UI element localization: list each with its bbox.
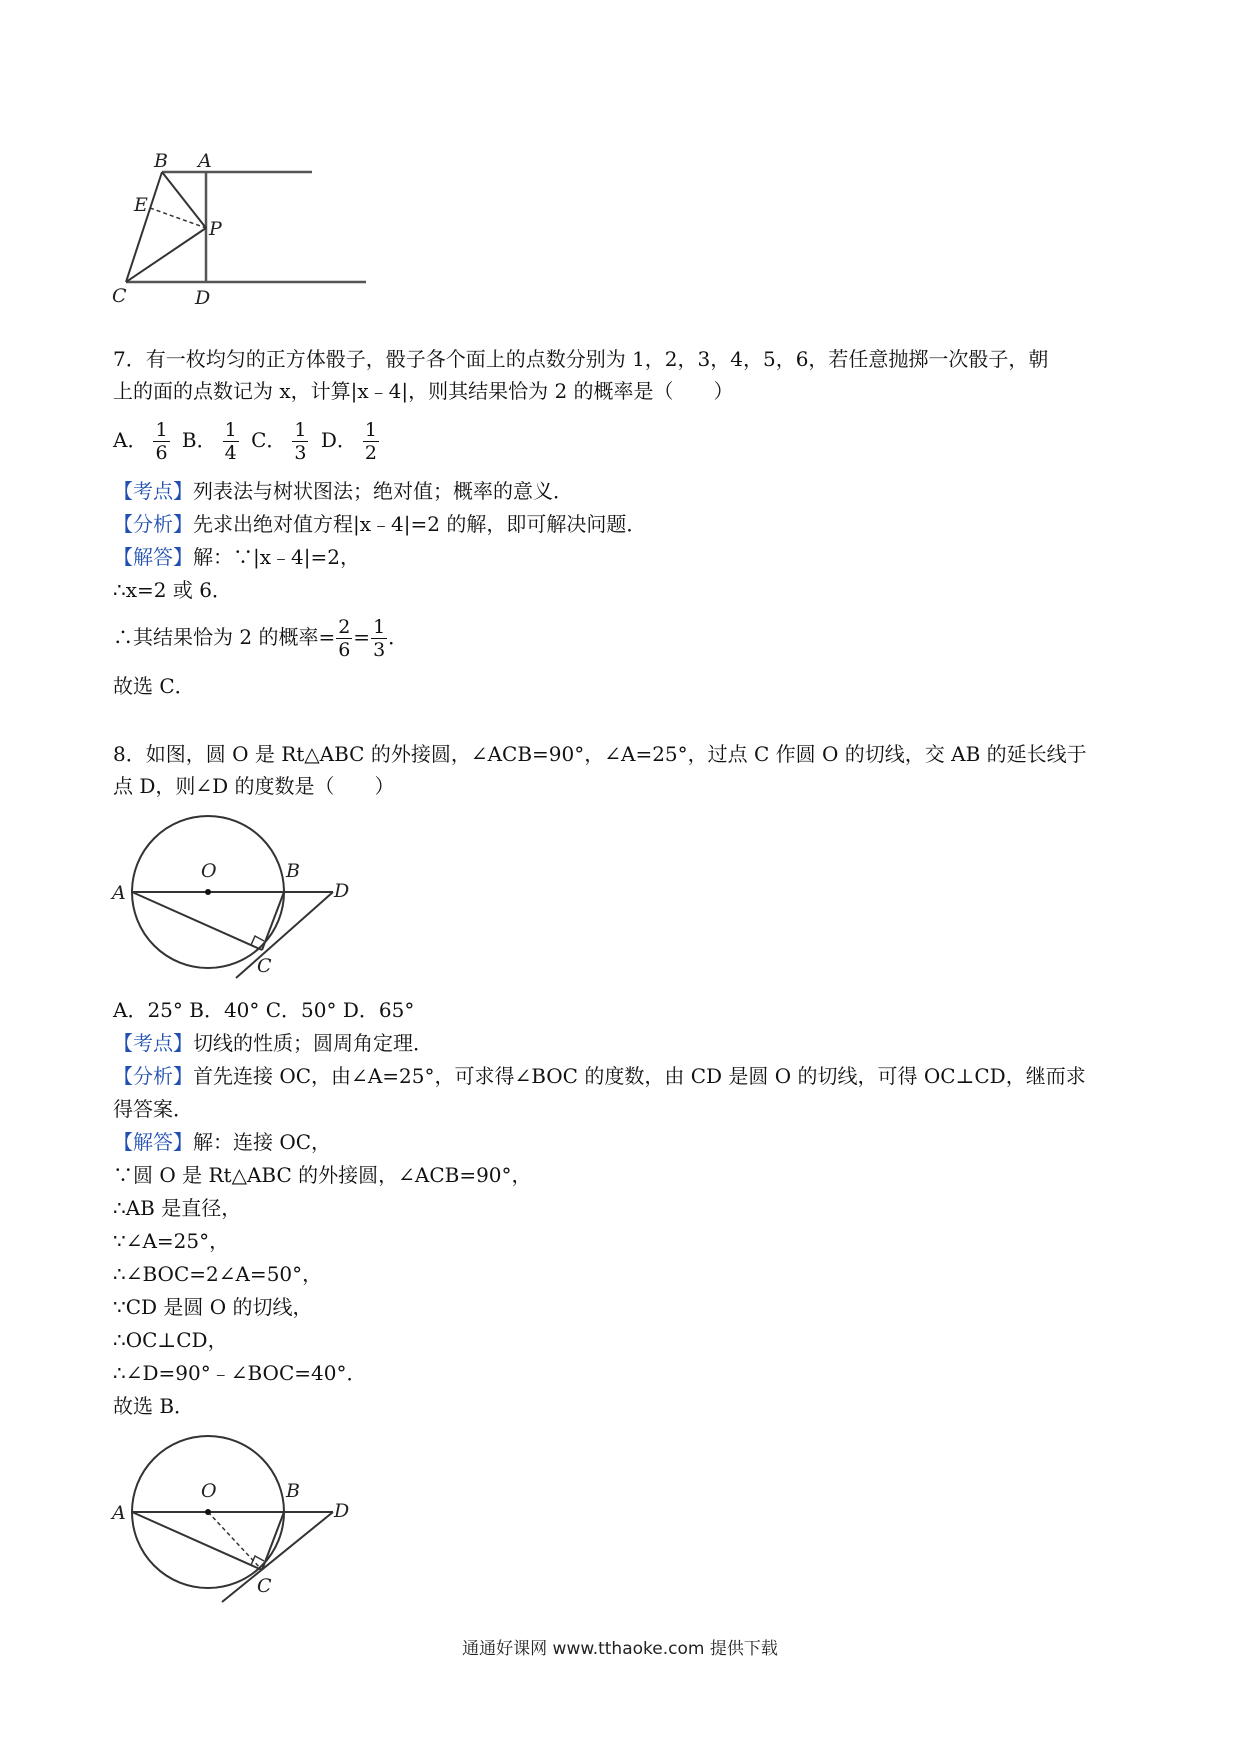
q8-jieda: 【解答】解：连接 OC， xyxy=(113,1130,332,1154)
q8-kaodian: 【考点】切线的性质；圆周角定理． xyxy=(113,1031,433,1055)
q8-step: ∵CD 是圆 O 的切线， xyxy=(113,1295,313,1319)
figure-circle-tangent-1 xyxy=(0,800,1240,1000)
q8-fig1-label-B: B xyxy=(286,860,300,882)
q8-answer: 故选 B． xyxy=(113,1394,195,1418)
q7-jieda-tag: 【解答】 xyxy=(113,545,193,569)
q7-kaodian: 【考点】列表法与树状图法；绝对值；概率的意义． xyxy=(113,479,573,503)
q7-step1: ∴x=2 或 6． xyxy=(113,578,232,602)
label-C: C xyxy=(112,285,127,307)
q7-option-b-letter: B． xyxy=(181,428,217,452)
q8-fenxi-line2: 得答案． xyxy=(113,1097,193,1121)
q7-fenxi: 【分析】先求出绝对值方程|x﹣4|=2 的解，即可解决问题． xyxy=(113,512,647,536)
q8-stem-line2: 点 D，则∠D 的度数是（ ） xyxy=(113,774,395,798)
q8-fig2-label-O: O xyxy=(201,1480,217,1502)
q8-fenxi-tag: 【分析】 xyxy=(113,1064,193,1088)
q8-fig2-label-C: C xyxy=(257,1575,272,1597)
q8-fig2-label-A: A xyxy=(112,1502,126,1524)
q8-options: A．25° B．40° C．50° D．65° xyxy=(113,998,415,1022)
q7-answer: 故选 C． xyxy=(113,674,195,698)
q8-kaodian-tag: 【考点】 xyxy=(113,1031,193,1055)
label-D: D xyxy=(195,287,211,309)
q7-stem-line1: 7．有一枚均匀的正方体骰子，骰子各个面上的点数分别为 1，2，3，4，5，6，若任意抛掷一次骰子，朝 xyxy=(113,347,1049,371)
label-E: E xyxy=(134,194,148,216)
q7-kaodian-tag: 【考点】 xyxy=(113,479,193,503)
label-B: B xyxy=(154,150,168,172)
q8-step: ∴∠D=90°﹣∠BOC=40°． xyxy=(113,1361,367,1385)
q8-step: ∵∠A=25°， xyxy=(113,1229,230,1253)
q8-fig1-label-D: D xyxy=(334,880,350,902)
q7-option-d-fraction: $\frac{1}{2}$ xyxy=(364,419,377,464)
q8-fig2-label-D: D xyxy=(334,1500,350,1522)
q7-stem-line2: 上的面的点数记为 x，计算|x﹣4|，则其结果恰为 2 的概率是（ ） xyxy=(113,379,734,403)
figure-circle-tangent-2 xyxy=(0,1420,1240,1620)
q7-option-c-fraction: $\frac{1}{3}$ xyxy=(294,419,307,464)
q8-fig2-label-B: B xyxy=(286,1480,300,1502)
label-A: A xyxy=(198,150,212,172)
q8-step: ∵圆 O 是 Rt△ABC 的外接圆，∠ACB=90°， xyxy=(113,1163,532,1187)
q7-option-b-fraction: $\frac{1}{4}$ xyxy=(224,419,237,464)
q8-fig1-label-A: A xyxy=(112,882,126,904)
q7-option-c-letter: C． xyxy=(251,428,287,452)
q8-fenxi-line1: 【分析】首先连接 OC，由∠A=25°，可求得∠BOC 的度数，由 CD 是圆 O 的切线，可得 OC⊥CD，继而求 xyxy=(113,1064,1086,1088)
q7-option-d-letter: D． xyxy=(320,428,357,452)
q7-fenxi-tag: 【分析】 xyxy=(113,512,193,536)
q8-fig1-label-C: C xyxy=(257,955,272,977)
q7-option-a-letter: A． xyxy=(113,428,148,452)
q7-options xyxy=(113,416,385,464)
q8-fig1-label-O: O xyxy=(201,860,217,882)
figure-bapcd xyxy=(0,0,1240,320)
label-P: P xyxy=(209,218,222,240)
page-footer: 通通好课网 www.tthaoke.com 提供下载 xyxy=(462,1639,778,1659)
q7-option-a-fraction: $\frac{1}{6}$ xyxy=(155,419,168,464)
q8-step: ∴∠BOC=2∠A=50°， xyxy=(113,1262,323,1286)
q7-jieda: 【解答】解：∵|x﹣4|=2， xyxy=(113,545,360,569)
q8-step: ∴AB 是直径， xyxy=(113,1196,242,1220)
q8-step: ∴OC⊥CD， xyxy=(113,1328,228,1352)
q7-step2: ∴其结果恰为 2 的概率= $\frac{2}{6}$ = $\frac{1}{3}$ ． xyxy=(113,616,409,661)
q8-jieda-tag: 【解答】 xyxy=(113,1130,193,1154)
q8-stem-line1: 8．如图，圆 O 是 Rt△ABC 的外接圆，∠ACB=90°，∠A=25°，过点 C 作圆 O 的切线，交 AB 的延长线于 xyxy=(113,742,1087,766)
